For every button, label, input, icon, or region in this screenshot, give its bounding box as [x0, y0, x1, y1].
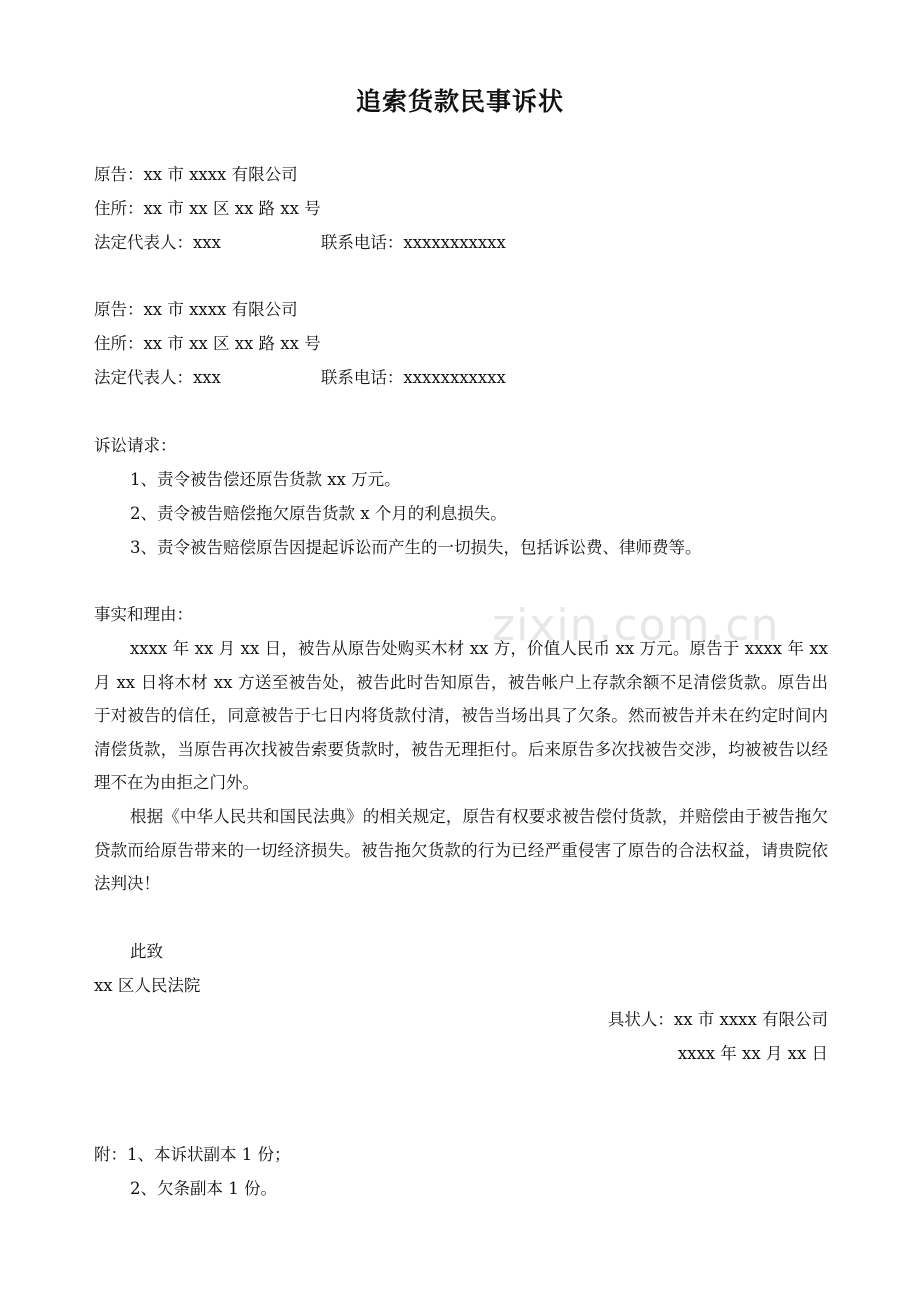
- plaintiff-2-phone: 联系电话：xxxxxxxxxxx: [320, 368, 506, 387]
- plaintiff-1-address: 住所：xx 市 xx 区 xx 路 xx 号: [94, 199, 321, 218]
- claim-item: 1、责令被告偿还原告货款 xx 万元。: [130, 470, 401, 489]
- plaintiff-1-representative-row: [94, 233, 506, 253]
- attachment-line-1: 附：1、本诉状副本 1 份；: [94, 1145, 291, 1164]
- plaintiff-1-representative: 法定代表人：xxx: [94, 233, 221, 252]
- claim-item: 3、责令被告赔偿原告因提起诉讼而产生的一切损失，包括诉讼费、律师费等。: [130, 538, 702, 557]
- facts-paragraph-1: xxxx 年 xx 月 xx 日，被告从原告处购买木材 xx 方，价值人民币 xx 万元。原告于 xxxx 年 xx 月 xx 日将木材 xx 方送至被告处，被告此时告知原告，被告帐户上存款余额不足清偿货款。原告出于对被告的信任，同意被告于七日内将货款付清，被告当场出具了欠条。然而被告并未在约定时间内清偿货款，当原告再次找被告索要货款时，被告无理拒付。后来原告多次找被告交涉，均被被告以经理不在为由拒之门外。: [94, 639, 828, 792]
- document-title: 追索货款民事诉状: [355, 87, 564, 116]
- claims-heading: 诉讼请求：: [94, 436, 177, 455]
- signer: 具状人：xx 市 xxxx 有限公司: [607, 1010, 828, 1029]
- plaintiff-1-name: 原告：xx 市 xxxx 有限公司: [94, 165, 298, 184]
- claim-item: 2、责令被告赔偿拖欠原告货款 x 个月的利息损失。: [130, 504, 507, 523]
- signature-date: xxxx 年 xx 月 xx 日: [677, 1044, 828, 1063]
- court-name: xx 区人民法院: [94, 976, 201, 995]
- plaintiff-2-representative: 法定代表人：xxx: [94, 368, 221, 387]
- plaintiff-2-representative-row: [94, 368, 506, 388]
- attachment-line-2: 2、欠条副本 1 份。: [130, 1179, 277, 1198]
- facts-paragraph-2: 根据《中华人民共和国民法典》的相关规定，原告有权要求被告偿付货款，并赔偿由于被告拖欠贷款而给原告带来的一切经济损失。被告拖欠货款的行为已经严重侵害了原告的合法权益，请贵院依法判决！: [94, 807, 828, 893]
- watermark: zixin.com.cn: [492, 600, 780, 651]
- plaintiff-2-address: 住所：xx 市 xx 区 xx 路 xx 号: [94, 334, 321, 353]
- plaintiff-1-phone: 联系电话：xxxxxxxxxxx: [320, 233, 506, 252]
- salutation: 此致: [130, 942, 163, 961]
- plaintiff-2-name: 原告：xx 市 xxxx 有限公司: [94, 300, 298, 319]
- facts-heading: 事实和理由：: [94, 605, 193, 624]
